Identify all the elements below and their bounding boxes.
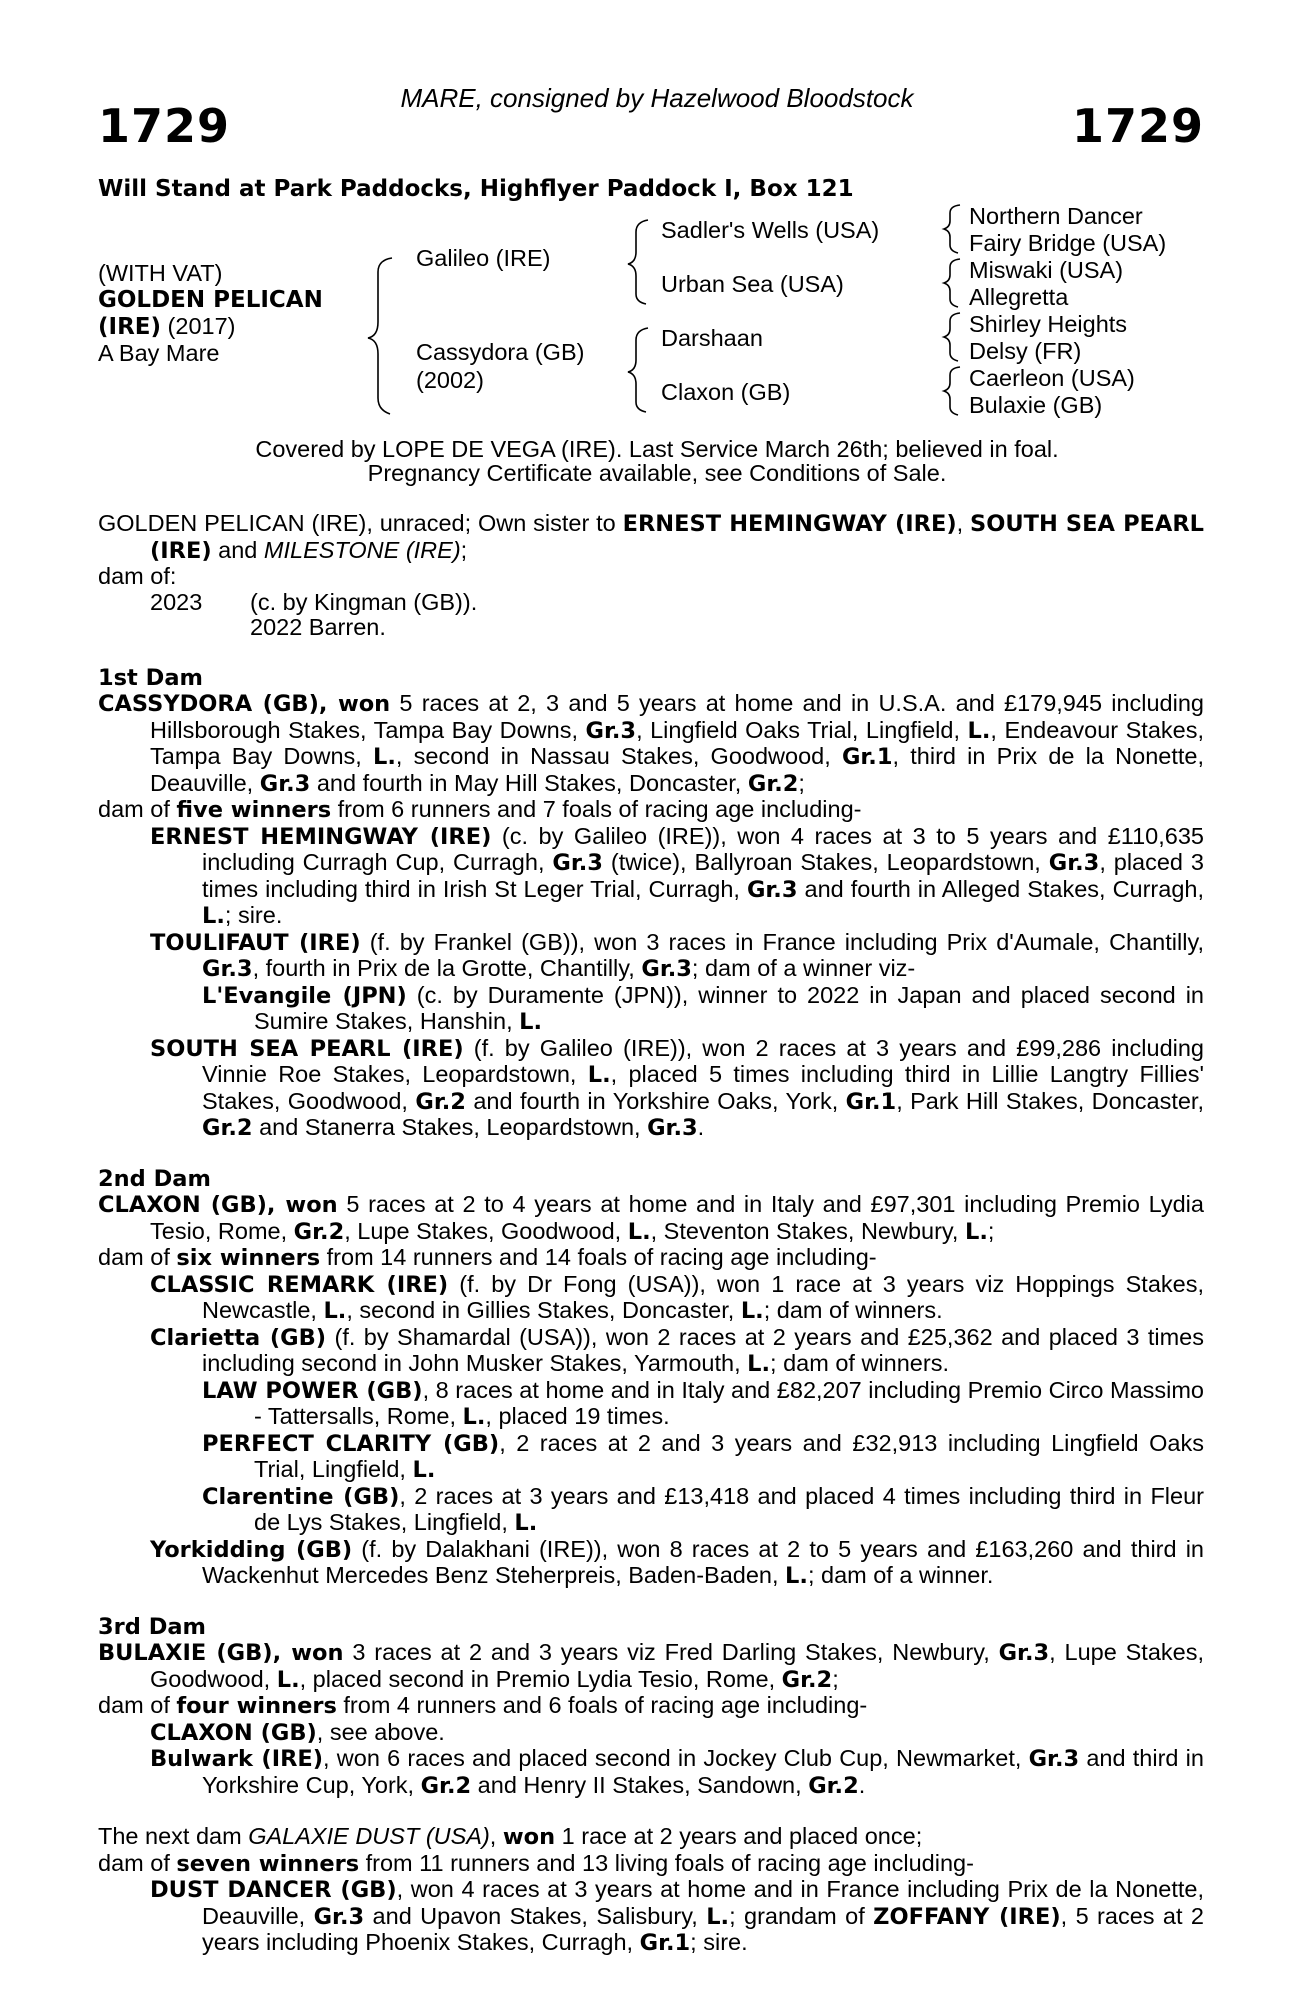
dam-of-label: dam of: — [98, 563, 177, 589]
record-text: ; sire. — [224, 902, 283, 928]
record-text: , — [489, 1823, 503, 1849]
dam-of-text: dam of — [98, 796, 177, 822]
dam-of-text: dam of — [98, 1692, 177, 1718]
produce-entry — [202, 1378, 1204, 1431]
third-dam-heading: 3rd Dam — [98, 1613, 206, 1640]
record-text: , 2 races at 3 years and £13,418 and placed 4 times including third in Fleur de Lys Stakes, Lingfield, — [254, 1482, 1204, 1535]
intro-text: , — [956, 510, 970, 536]
record-text: , Lupe Stakes, Goodwood, — [344, 1217, 628, 1244]
grade: Gr.2 — [415, 1088, 466, 1115]
first-dam-record — [98, 691, 1204, 797]
covering-line-2: Pregnancy Certificate available, see Conditions of Sale. — [367, 460, 947, 486]
record-text: (f. by Galileo (IRE)), won 2 races at 3 years and £99,286 including Vinnie Roe Stakes, Leopardstown, — [202, 1034, 1205, 1087]
pedigree-sire-dam: Urban Sea (USA) — [661, 271, 844, 297]
dam-name: CASSYDORA (GB) — [98, 691, 319, 717]
record-text: (f. by Dalakhani (IRE)), won 8 races at 2 to 5 years and £163,260 and third in Wackenhut Mercedes Benz Steherpreis, Baden-Baden, — [202, 1535, 1204, 1588]
record-text: , Park Hill Stakes, Doncaster, — [896, 1087, 1204, 1114]
produce-entry — [150, 1036, 1204, 1142]
winners-count: five winners — [176, 797, 332, 823]
intro-text: ; — [460, 536, 468, 563]
winners-count: seven winners — [176, 1850, 360, 1877]
grade: Gr.1 — [639, 1930, 691, 1956]
record-text: ; — [798, 769, 805, 796]
record-text: 5 races at 2 to 4 years at home and in Italy and £97,301 including Premio Lydia Tesio, Rome, — [150, 1191, 1204, 1244]
consignor-line: MARE, consigned by Hazelwood Bloodstock — [400, 83, 914, 113]
pedigree-ddd: Bulaxie (GB) — [969, 392, 1103, 418]
grade: L. — [587, 1062, 611, 1088]
produce-name: ZOFFANY (IRE) — [873, 1903, 1061, 1930]
first-dam-produce — [98, 797, 1204, 824]
record-text: (twice), Ballyroan Stakes, Leopardstown, — [602, 849, 1049, 875]
record-text: The next dam — [98, 1823, 249, 1849]
record-text: ; — [832, 1665, 839, 1692]
record-text: , placed 3 times including third in Irish St Leger Trial, Curragh, — [202, 849, 1204, 902]
produce-entry — [150, 930, 1204, 983]
grade: Gr.2 — [781, 1666, 833, 1693]
pedigree-dss: Shirley Heights — [969, 311, 1128, 337]
record-text: , won 4 races at 3 years at home and in France including Prix de la Nonette, Deauville, — [202, 1876, 1204, 1929]
horse-description: A Bay Mare — [98, 340, 220, 366]
grade: L. — [519, 1009, 543, 1035]
produce-name: CLASSIC REMARK (IRE) — [150, 1271, 449, 1298]
produce-entry — [150, 1325, 1204, 1378]
record-text: , third in Prix de la Nonette, Deauville, — [150, 743, 1204, 796]
covering-line-1: Covered by LOPE DE VEGA (IRE). Last Service March 26th; believed in foal. — [255, 436, 1059, 462]
produce-entry — [150, 1272, 1204, 1325]
grade: Gr.3 — [998, 1640, 1050, 1666]
record-text: (f. by Dr Fong (USA)), won 1 race at 3 years viz Hoppings Stakes, Newcastle, — [202, 1270, 1204, 1323]
intro-text: and — [211, 536, 264, 563]
record-text: , see above. — [316, 1718, 445, 1745]
record-text: ; dam of a winner viz- — [691, 955, 916, 981]
record-text: (f. by Frankel (GB)), won 3 races in France including Prix d'Aumale, Chantilly, — [360, 928, 1204, 955]
grade: L. — [964, 1218, 988, 1245]
record-text: , placed 5 times including third in Lillie Langtry Fillies' Stakes, Goodwood, — [202, 1061, 1204, 1114]
dam-name: CLAXON (GB) — [98, 1192, 267, 1218]
produce-entry — [202, 1431, 1204, 1484]
grade: Gr.2 — [808, 1772, 859, 1799]
grade: Gr.3 — [641, 956, 692, 982]
grade: L. — [740, 1298, 764, 1324]
produce-name: CLAXON (GB) — [150, 1719, 317, 1746]
covering-note — [0, 437, 1314, 485]
pedigree-dam-dam: Claxon (GB) — [661, 379, 791, 405]
second-dam-produce — [98, 1245, 1204, 1272]
grade: L. — [627, 1218, 651, 1245]
produce-name: SOUTH SEA PEARL (IRE) — [150, 1035, 464, 1062]
stand-location: Will Stand at Park Paddocks, Highflyer Paddock I, Box 121 — [98, 176, 854, 202]
grade: Gr.3 — [647, 1115, 698, 1141]
won-label: won — [502, 1824, 556, 1850]
winners-count: six winners — [176, 1245, 321, 1271]
grade: Gr.3 — [552, 850, 603, 876]
dam-name: GALAXIE DUST (USA) — [248, 1823, 490, 1849]
pedigree-ssd: Fairy Bridge (USA) — [969, 230, 1167, 256]
foal-year: 2023 — [150, 588, 203, 615]
pedigree-dam-sire: Darshaan — [661, 325, 763, 351]
record-text: and fourth in Yorkshire Oaks, York, — [465, 1087, 846, 1114]
produce-entry — [150, 1537, 1204, 1590]
next-dam-record — [98, 1824, 1204, 1851]
won-label: , won — [266, 1192, 338, 1218]
grade: L. — [747, 1351, 771, 1377]
grade: L. — [462, 1404, 486, 1430]
won-label: , won — [318, 691, 391, 717]
dam-of-text: from 6 runners and 7 foals of racing age including- — [331, 796, 862, 822]
record-text: ; dam of winners. — [763, 1297, 943, 1323]
pedigree-sdd: Allegretta — [969, 284, 1069, 310]
dam-of-text: from 4 runners and 6 foals of racing age including- — [336, 1692, 868, 1718]
winners-count: four winners — [176, 1693, 337, 1719]
produce-name: DUST DANCER (GB) — [150, 1877, 397, 1903]
foal-barren: 2022 Barren. — [250, 614, 386, 640]
grade: Gr.2 — [202, 1115, 253, 1141]
record-text: and Stanerra Stakes, Leopardstown, — [252, 1114, 648, 1140]
record-text: . — [697, 1114, 705, 1140]
record-text: , 5 races at 2 years including Phoenix Stakes, Curragh, — [202, 1902, 1204, 1955]
record-text: 5 races at 2, 3 and 5 years at home and in U.S.A. and £179,945 including Hillsborough Stakes, Tampa Bay Downs, — [150, 690, 1204, 743]
horse-name: GOLDEN PELICAN — [98, 287, 323, 313]
record-text: , second in Nassau Stakes, Goodwood, — [395, 743, 842, 769]
produce-name: ERNEST HEMINGWAY (IRE) — [150, 823, 492, 850]
produce-record — [98, 511, 1204, 1957]
record-text: , Endeavour Stakes, Tampa Bay Downs, — [150, 716, 1204, 769]
second-dam-record — [98, 1192, 1204, 1245]
record-text: , Lupe Stakes, Goodwood, — [150, 1639, 1204, 1692]
produce-name: TOULIFAUT (IRE) — [150, 929, 361, 956]
produce-name: PERFECT CLARITY (GB) — [202, 1430, 500, 1457]
produce-name: Bulwark (IRE) — [150, 1746, 324, 1772]
sibling-name: MILESTONE (IRE) — [263, 536, 461, 563]
record-text: , 2 races at 2 and 3 years and £32,913 including Lingfield Oaks Trial, Lingfield, — [254, 1429, 1204, 1482]
record-text: 3 races at 2 and 3 years viz Fred Darling Stakes, Newbury, — [343, 1639, 999, 1665]
record-text: and Henry II Stakes, Sandown, — [471, 1771, 809, 1798]
record-text: . — [858, 1771, 866, 1798]
record-text: , Lingfield Oaks Trial, Lingfield, — [636, 716, 968, 743]
grade: L. — [276, 1666, 300, 1693]
pedigree-sss: Northern Dancer — [969, 203, 1143, 229]
grade: Gr.2 — [420, 1772, 472, 1799]
record-text: and Upavon Stakes, Salisbury, — [364, 1902, 707, 1929]
grade: Gr.3 — [1028, 1746, 1080, 1772]
produce-name: LAW POWER (GB) — [202, 1377, 423, 1404]
pedigree-dam-name: Cassydora (GB) — [416, 339, 585, 365]
won-label: , won — [272, 1640, 344, 1666]
produce-entry — [150, 1877, 1204, 1957]
pedigree-sire-sire: Sadler's Wells (USA) — [661, 217, 880, 243]
produce-name: Clarentine (GB) — [202, 1483, 400, 1510]
grade: L. — [323, 1298, 347, 1324]
record-text: ; — [987, 1217, 995, 1244]
record-text: ; dam of winners. — [770, 1350, 949, 1376]
grade: Gr.1 — [841, 744, 893, 770]
lot-number-right: 1729 — [1071, 99, 1204, 153]
grade: Gr.3 — [746, 876, 798, 903]
dam-of-text: from 14 runners and 14 foals of racing age including- — [320, 1244, 877, 1270]
record-text: ; sire. — [690, 1929, 748, 1955]
record-text: , fourth in Prix de la Grotte, Chantilly, — [252, 955, 642, 981]
dam-name: BULAXIE (GB) — [98, 1640, 273, 1666]
produce-entry — [150, 1746, 1204, 1799]
record-text: (c. by Galileo (IRE)), won 4 races at 3 to 5 years and £110,635 including Curragh Cup, Curragh, — [202, 822, 1204, 875]
dam-of-text: dam of — [98, 1849, 177, 1876]
produce-name: Clarietta (GB) — [150, 1324, 327, 1351]
horse-year: (2017) — [161, 313, 236, 339]
record-text: , Steventon Stakes, Newbury, — [650, 1217, 965, 1244]
dam-of-text: dam of — [98, 1244, 177, 1270]
record-text: , 8 races at home and in Italy and £82,207 including Premio Circo Massimo - Tattersalls, Rome, — [254, 1376, 1205, 1429]
pedigree-dsd: Delsy (FR) — [969, 338, 1082, 364]
vat-note: (WITH VAT) — [98, 260, 223, 286]
grade: Gr.3 — [259, 770, 311, 797]
first-dam-heading: 1st Dam — [98, 664, 203, 691]
third-dam-produce — [98, 1693, 1204, 1720]
record-text: , second in Gillies Stakes, Doncaster, — [346, 1297, 741, 1323]
dam-of-text: from 11 runners and 13 living foals of racing age including- — [359, 1849, 974, 1876]
record-text: (c. by Duramente (JPN)), winner to 2022 in Japan and placed second in Sumire Stakes, Hanshin, — [254, 981, 1204, 1034]
foal-text: (c. by Kingman (GB)). — [250, 588, 478, 615]
grade: Gr.3 — [313, 1903, 365, 1930]
pedigree-sds: Miswaki (USA) — [969, 257, 1124, 283]
grade: Gr.3 — [1048, 850, 1100, 876]
intro-paragraph — [98, 511, 1204, 564]
record-text: , placed second in Premio Lydia Tesio, Rome, — [299, 1665, 782, 1692]
sibling-name: ERNEST HEMINGWAY (IRE) — [622, 511, 957, 537]
grade: Gr.2 — [293, 1218, 345, 1245]
produce-name: Yorkidding (GB) — [150, 1536, 353, 1563]
intro-text: GOLDEN PELICAN (IRE), unraced; Own sister to — [98, 510, 623, 536]
record-text: ; dam of a winner. — [807, 1562, 994, 1588]
lot-number-left: 1729 — [98, 99, 231, 153]
pedigree-dds: Caerleon (USA) — [969, 365, 1135, 391]
grade: L. — [373, 744, 396, 770]
grade: Gr.3 — [202, 956, 253, 982]
record-text: and third in Yorkshire Cup, York, — [202, 1745, 1204, 1798]
record-text: (f. by Shamardal (USA)), won 2 races at 2 years and £25,362 and placed 3 times including second in John Musker Stakes, Yarmouth, — [202, 1323, 1204, 1376]
produce-entry — [202, 983, 1204, 1036]
grade: L. — [785, 1563, 808, 1589]
record-text: and fourth in Alleged Stakes, Curragh, — [797, 875, 1204, 902]
record-text: and fourth in May Hill Stakes, Doncaster, — [310, 769, 748, 796]
record-text: , placed 19 times. — [485, 1403, 670, 1429]
horse-country: (IRE) — [98, 314, 162, 340]
produce-name: L'Evangile (JPN) — [202, 982, 407, 1009]
grade: L. — [514, 1510, 538, 1536]
grade: L. — [202, 903, 225, 929]
third-dam-record — [98, 1640, 1204, 1693]
sibling-name: SOUTH SEA PEARL (IRE) — [150, 511, 1205, 564]
grade: L. — [706, 1903, 730, 1930]
foal-row — [150, 590, 1204, 616]
record-text: , won 6 races and placed second in Jockey Club Cup, Newmarket, — [323, 1745, 1029, 1771]
produce-entry — [202, 1484, 1204, 1537]
second-dam-heading: 2nd Dam — [98, 1165, 211, 1192]
produce-entry — [150, 824, 1204, 930]
grade: L. — [967, 717, 991, 744]
grade: L. — [412, 1457, 436, 1483]
record-text: 1 race at 2 years and placed once; — [555, 1823, 923, 1849]
grade: Gr.1 — [845, 1088, 897, 1115]
record-text: ; grandam of — [729, 1902, 874, 1929]
produce-entry — [150, 1720, 1204, 1747]
pedigree-sire: Galileo (IRE) — [416, 245, 551, 271]
next-dam-produce — [98, 1851, 1204, 1878]
grade: Gr.2 — [747, 770, 799, 797]
pedigree-dam-year: (2002) — [416, 367, 484, 393]
grade: Gr.3 — [585, 717, 637, 744]
